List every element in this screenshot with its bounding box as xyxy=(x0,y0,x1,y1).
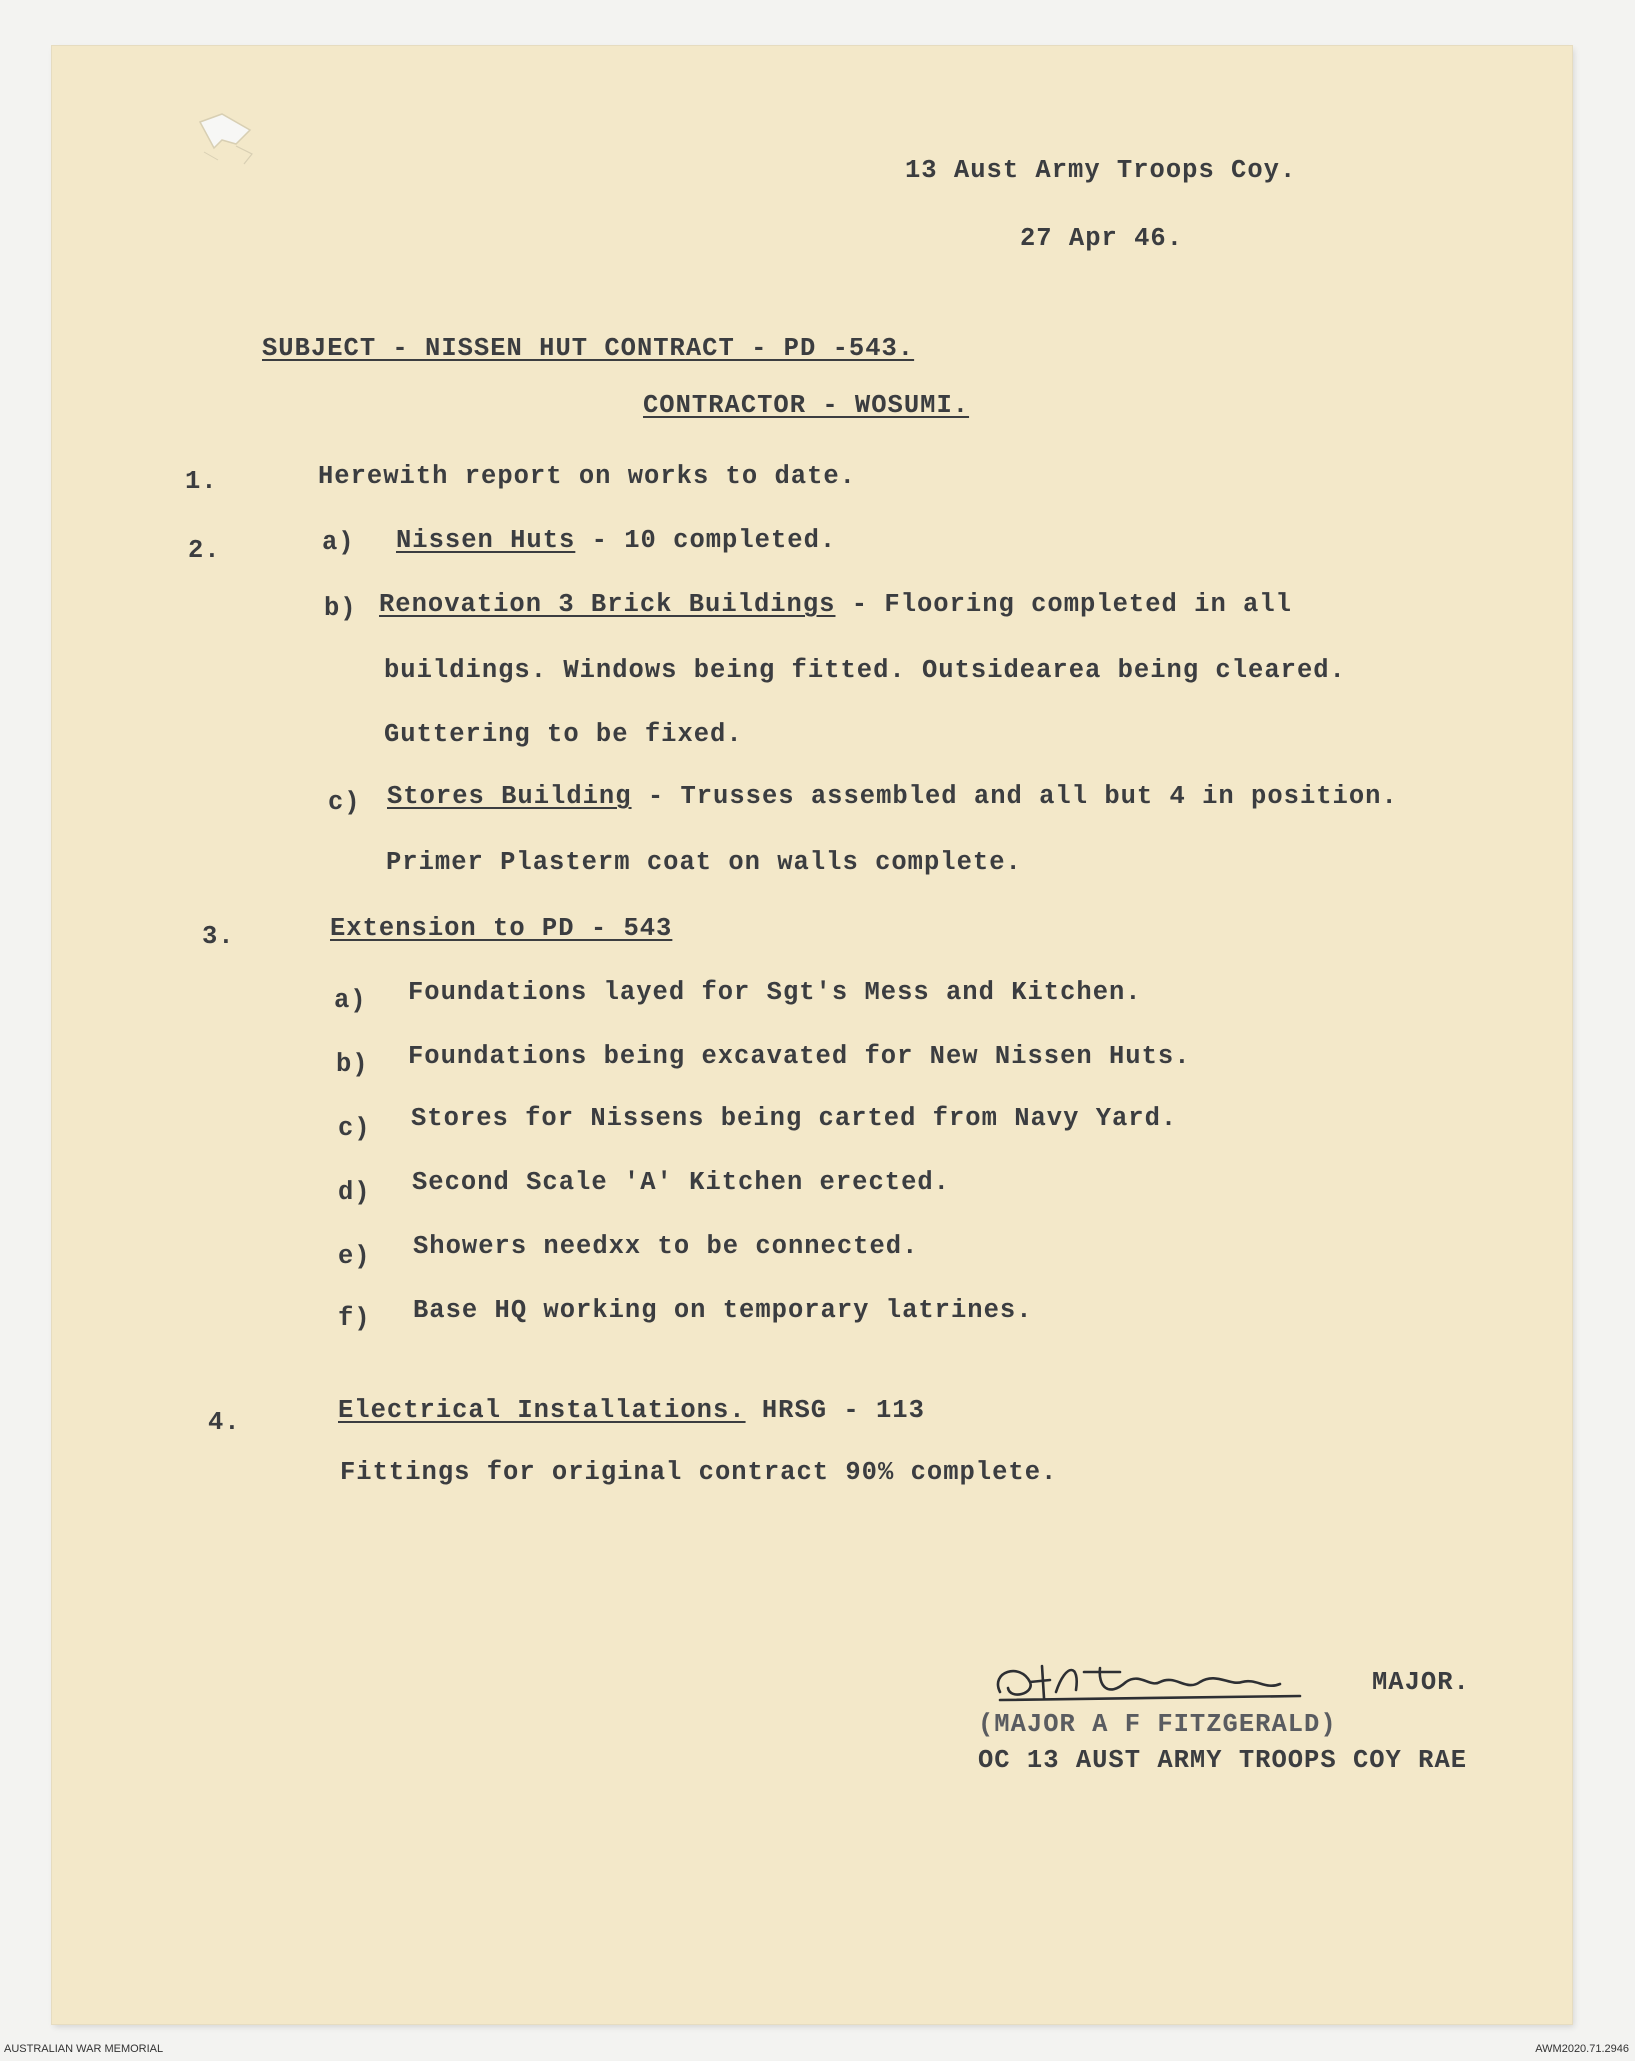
item-2c-label: c) xyxy=(328,788,361,817)
signature-position: OC 13 AUST ARMY TROOPS COY RAE xyxy=(978,1746,1468,1775)
item-4-line2: Fittings for original contract 90% complete. xyxy=(340,1458,1058,1487)
item-2b-line2: buildings. Windows being fitted. Outsidearea being cleared. xyxy=(384,656,1346,685)
item-2c-line2: Primer Plasterm coat on walls complete. xyxy=(386,848,1022,877)
footer-source: AUSTRALIAN WAR MEMORIAL xyxy=(4,2043,164,2055)
item-3d-text: Second Scale 'A' Kitchen erected. xyxy=(412,1168,950,1197)
item-number-3: 3. xyxy=(202,922,235,951)
item-2a-label: a) xyxy=(322,528,355,557)
item-number-2: 2. xyxy=(188,536,221,565)
item-2a-title: Nissen Huts xyxy=(396,526,576,555)
item-2b-text: - Flooring completed in all xyxy=(835,590,1292,619)
item-2a-text: - 10 completed. xyxy=(575,526,837,555)
item-2b-label: b) xyxy=(324,594,357,623)
item-3b-text: Foundations being excavated for New Nissen Huts. xyxy=(408,1042,1191,1071)
item-3c-text: Stores for Nissens being carted from Navy Yard. xyxy=(411,1104,1178,1133)
paper-tear-mark xyxy=(192,104,262,174)
item-3d-label: d) xyxy=(338,1178,371,1207)
item-number-1: 1. xyxy=(185,467,218,496)
document-date: 27 Apr 46. xyxy=(1020,224,1184,253)
item-3-title: Extension to PD - 543 xyxy=(330,914,673,943)
item-2b-line3: Guttering to be fixed. xyxy=(384,720,743,749)
item-3e-label: e) xyxy=(338,1242,371,1271)
handwritten-signature xyxy=(980,1652,1380,1712)
item-3a-text: Foundations layed for Sgt's Mess and Kitchen. xyxy=(408,978,1142,1007)
item-4-title: Electrical Installations. xyxy=(338,1396,746,1425)
item-3e-text: Showers needxx to be connected. xyxy=(413,1232,919,1261)
item-1-text: Herewith report on works to date. xyxy=(318,462,856,491)
item-3c-label: c) xyxy=(338,1114,371,1143)
item-3f-label: f) xyxy=(338,1304,371,1333)
item-3a-label: a) xyxy=(334,986,367,1015)
item-number-4: 4. xyxy=(208,1408,241,1437)
item-2b-title: Renovation 3 Brick Buildings xyxy=(379,590,836,619)
signature-rank: MAJOR. xyxy=(1372,1668,1470,1697)
signature-name: (MAJOR A F FITZGERALD) xyxy=(978,1710,1337,1739)
contractor-line: CONTRACTOR - WOSUMI. xyxy=(643,391,970,420)
item-4-ref: HRSG - 113 xyxy=(745,1396,925,1425)
unit-header: 13 Aust Army Troops Coy. xyxy=(905,156,1297,185)
footer-reference: AWM2020.71.2946 xyxy=(1535,2043,1629,2055)
subject-line: SUBJECT - NISSEN HUT CONTRACT - PD -543. xyxy=(262,334,915,363)
item-2c-title: Stores Building xyxy=(387,782,632,811)
item-3b-label: b) xyxy=(336,1050,369,1079)
item-3f-text: Base HQ working on temporary latrines. xyxy=(413,1296,1033,1325)
item-2c-text: - Trusses assembled and all but 4 in position. xyxy=(631,782,1398,811)
